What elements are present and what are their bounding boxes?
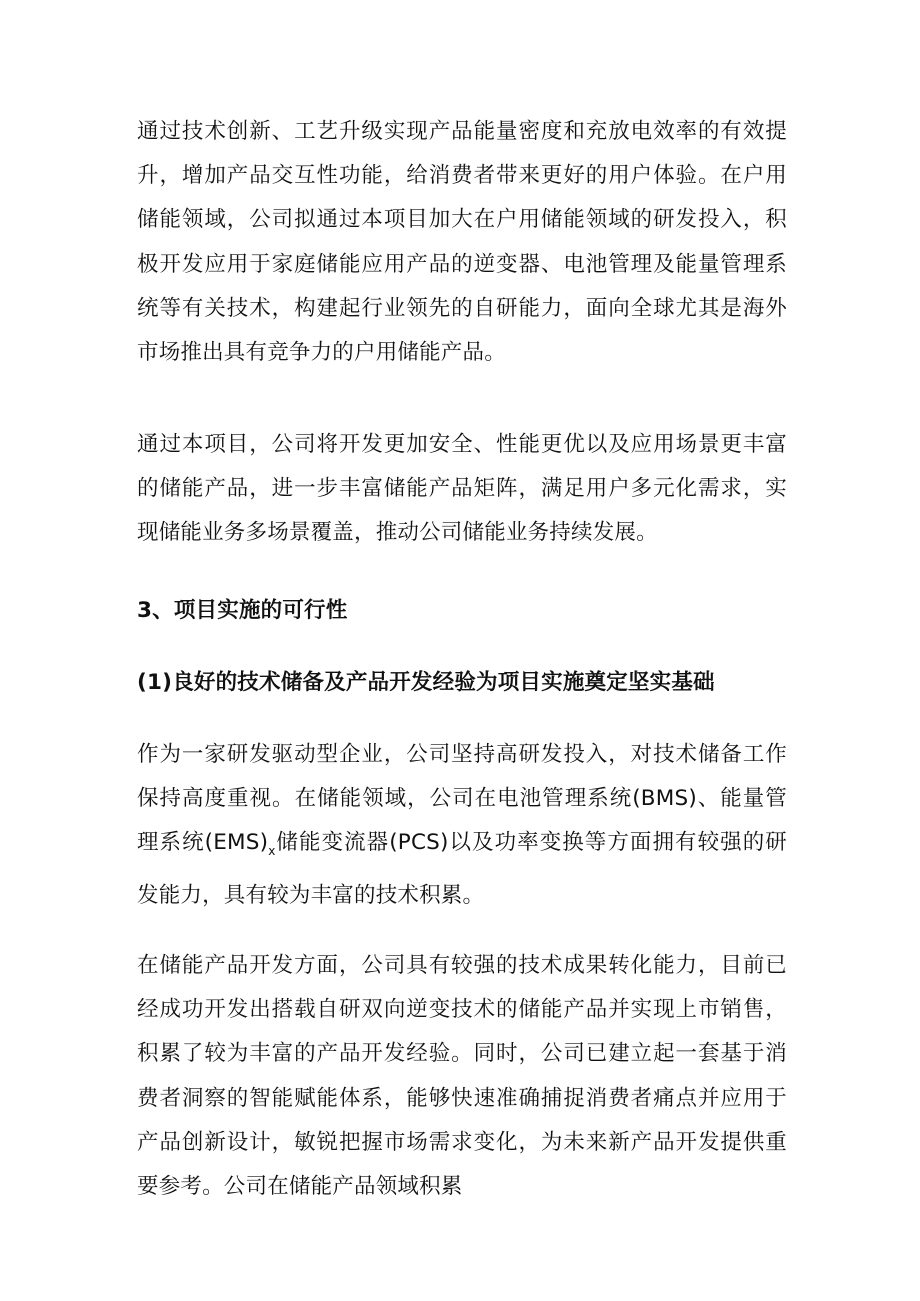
paragraph-rd-text-2: 储能变流器(PCS)以及功率变换等方面拥有较强的研发能力，具有较为丰富的技术积累。 — [137, 830, 787, 908]
paragraph-rd-capability — [137, 733, 787, 918]
paragraph-rd-text-1: 作为一家研发驱动型企业，公司坚持高研发投入，对技术储备工作保持高度重视。在储能领域，公司在电池管理系统(BMS)、能量管理系统(EMS) — [137, 742, 787, 856]
paragraph-product-development: 在储能产品开发方面，公司具有较强的技术成果转化能力，目前已经成功开发出搭载自研双向逆变技术的储能产品并实现上市销售，积累了较为丰富的产品开发经验。同时，公司已建立起一套基于消费者洞察的智能赋能体系，能够快速准确捕捉消费者痛点并应用于产品创新设计，敏锐把握市场需求变化，为未来新产品开发提供重要参考。公司在储能产品领域积累 — [137, 953, 787, 1200]
paragraph-energy-density: 通过技术创新、工艺升级实现产品能量密度和充放电效率的有效提升，增加产品交互性功能，给消费者带来更好的用户体验。在户用储能领域，公司拟通过本项目加大在户用储能领域的研发投入，积极开发应用于家庭储能应用产品的逆变器、电池管理及能量管理系统等有关技术，构建起行业领先的自研能力，面向全球尤其是海外市场推出具有竞争力的户用储能产品。 — [137, 119, 787, 366]
subsection-heading-technical-reserve: (1)良好的技术储备及产品开发经验为项目实施奠定坚实基础 — [137, 670, 715, 695]
paragraph-rd-subscript: x — [268, 844, 276, 859]
paragraph-project-goals: 通过本项目，公司将开发更加安全、性能更优以及应用场景更丰富的储能产品，进一步丰富储能产品矩阵，满足用户多元化需求，实现储能业务多场景覆盖，推动公司储能业务持续发展。 — [137, 432, 787, 546]
section-heading-feasibility: 3、项目实施的可行性 — [137, 598, 348, 623]
